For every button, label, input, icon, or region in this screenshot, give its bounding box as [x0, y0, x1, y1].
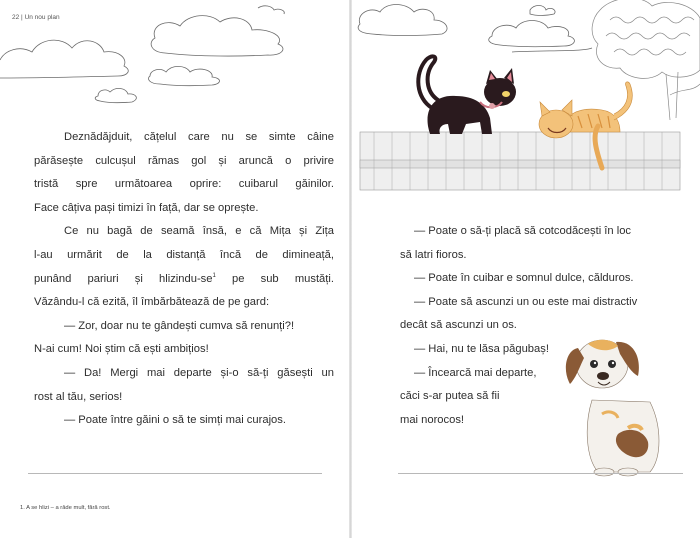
paragraph-line: părăsește culcușul rămas gol și aruncă o privire: [34, 154, 334, 167]
black-cat: [418, 56, 516, 134]
wooden-fence: [360, 132, 680, 190]
dialogue-line: rost al tău, serios!: [34, 390, 123, 403]
dialogue-line: căci s-ar putea să fii: [400, 390, 500, 403]
paragraph-line: Ce nu bagă de seamă însă, e că Mița și Zița: [64, 225, 334, 238]
footnote: 1. A se hlizi – a râde mult, fără rost.: [20, 505, 111, 511]
dialogue-line: N-ai cum! Noi știm că ești ambițios!: [34, 343, 209, 356]
paragraph-line: tristă spre următoarea oprire: cuibarul găinilor.: [34, 178, 334, 191]
text-segment: pe sub mustăți.: [215, 272, 334, 285]
left-body-text: [34, 126, 334, 433]
header-separator: |: [21, 14, 23, 21]
dialogue-line: — Zor, doar nu te gândești cumva să renunți?!: [64, 319, 295, 332]
dialogue-line: decât să ascunzi un os.: [400, 319, 517, 332]
dialogue-line: — Da! Mergi mai departe și-o să-ți găsești un: [64, 366, 334, 379]
chapter-title: Un nou plan: [24, 14, 60, 21]
dialogue-line: — Poate să ascunzi un ou este mai distractiv: [414, 295, 638, 308]
footnote-marker[interactable]: 1: [212, 272, 216, 279]
paragraph-line: Face câțiva pași timizi în față, dar se oprește.: [34, 201, 259, 214]
dialogue-line: — Poate între găini o să te simți mai curajos.: [64, 414, 286, 427]
paragraph-line: Deznădăjduit, cățelul care nu se simte câine: [64, 131, 334, 143]
fence-cats-illustration: [352, 0, 700, 200]
dialogue-line: mai norocos!: [400, 413, 465, 426]
dialogue-line: — Poate o să-ți placă să cotcodăcești în loc: [414, 225, 632, 237]
clouds-illustration-left: [0, 0, 350, 110]
dialogue-line: să latri fioros.: [400, 248, 467, 261]
bottom-divider: [398, 473, 683, 474]
dialogue-line: — Încearcă mai departe,: [414, 366, 537, 379]
paragraph-line: l-au urmărit de la distanță încă de dimineață,: [34, 248, 334, 261]
paragraph-line-with-footnote: [34, 268, 334, 292]
dialogue-line: — Hai, nu te lăsa păgubaș!: [414, 342, 549, 355]
dialogue-line: — Poate în cuibar e somnul dulce, călduros.: [414, 272, 634, 285]
page-number: 22: [12, 14, 20, 21]
puppy-illustration: [558, 330, 668, 480]
paragraph-line: Văzându-l că ezită, îl îmbărbătează de pe gard:: [34, 296, 270, 309]
footnote-divider: [28, 473, 322, 474]
text-segment: punând pariuri și hlizindu-se: [34, 272, 213, 285]
